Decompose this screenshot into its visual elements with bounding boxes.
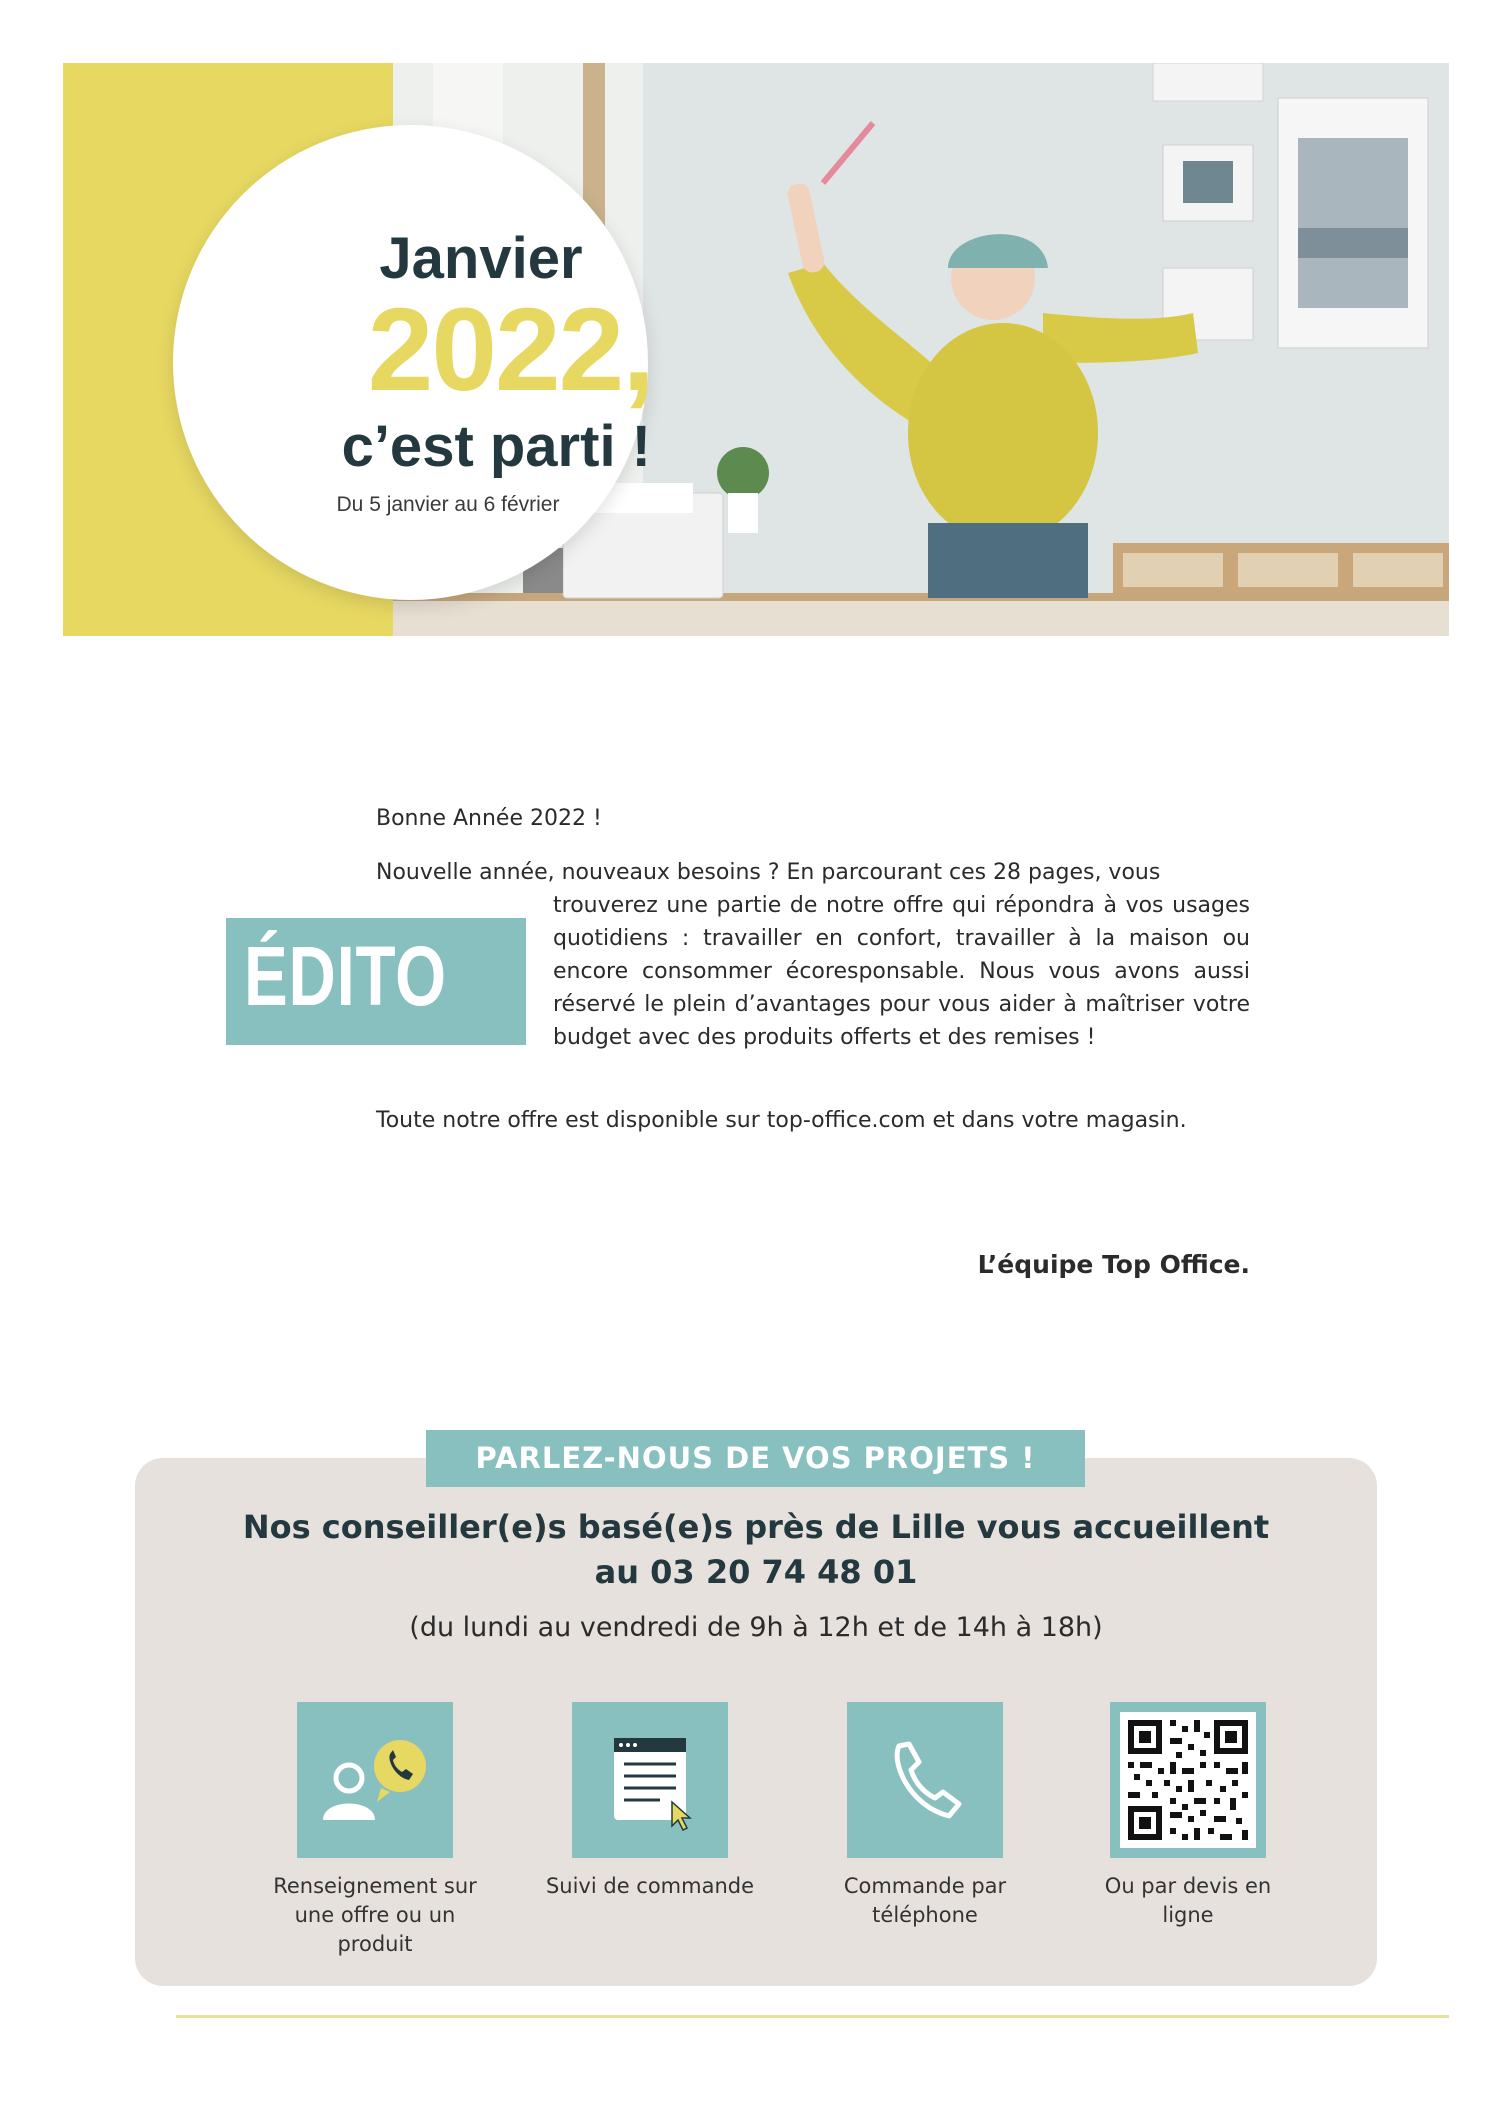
edito-paragraph1-first-line: Nouvelle année, nouveaux besoins ? En parcourant ces 28 pages, vous: [376, 860, 1161, 885]
edito-tag-label: ÉDITO: [244, 929, 447, 1023]
user-chat-icon: [297, 1702, 453, 1858]
edito-tag: [226, 918, 526, 1045]
caption-order-tracking: Suivi de commande: [545, 1874, 755, 1898]
hero-title-tagline: c’est parti !: [341, 414, 651, 479]
edito-signature: L’équipe Top Office.: [977, 1250, 1250, 1279]
footer-divider: [176, 2015, 1449, 2018]
edito-greeting: Bonne Année 2022 !: [376, 806, 602, 831]
contact-intro: Nos conseiller(e)s basé(e)s près de Lille vous accueillent: [242, 1508, 1270, 1546]
edito-paragraph2: Toute notre offre est disponible sur top-office.com et dans votre magasin.: [376, 1108, 1187, 1133]
hero-dates: Du 5 janvier au 6 février: [336, 493, 560, 516]
edito-paragraph1: trouverez une partie de notre offre qui répondra à vos usages quotidiens : travailler en confort, travailler à la maison ou encore consommer écoresponsable. Nous vous avons aussi réservé le plein d’avantages pour vous aider à maîtriser votre budget avec des produits offerts et des remises !: [553, 893, 1250, 1050]
phone-order-card[interactable]: [847, 1702, 1003, 1858]
hero-title-year: 2022,: [367, 284, 653, 416]
hero-title-month: Janvier: [379, 226, 583, 291]
caption-online-quote: Ou par devis en ligne: [1104, 1874, 1272, 1927]
caption-phone-order: Commande par téléphone: [843, 1874, 1007, 1927]
document-cursor-icon: [572, 1702, 728, 1858]
order-tracking-card[interactable]: [572, 1702, 728, 1858]
caption-info-request: Renseignement sur une offre ou un produit: [273, 1874, 477, 1956]
contact-phone-number[interactable]: au 03 20 74 48 01: [594, 1553, 918, 1591]
contact-hours: (du lundi au vendredi de 9h à 12h et de 14h à 18h): [409, 1612, 1103, 1643]
phone-icon: [847, 1702, 1003, 1858]
info-request-card[interactable]: [297, 1702, 453, 1858]
qr-code-icon[interactable]: [1120, 1712, 1256, 1848]
online-quote-card[interactable]: [1110, 1702, 1266, 1858]
hero-banner: [63, 63, 1449, 636]
contact-heading-tag: PARLEZ-NOUS DE VOS PROJETS !: [426, 1430, 1085, 1487]
